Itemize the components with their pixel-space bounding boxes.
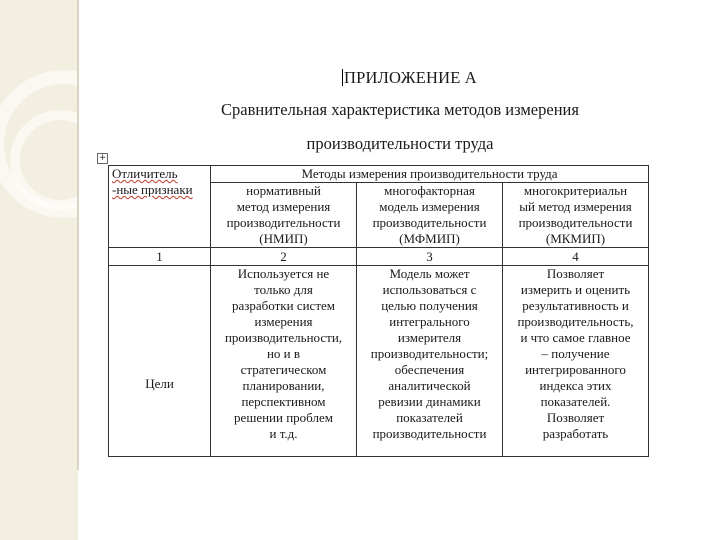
document-page (80, 0, 720, 470)
header-method-mkmip: многокритериальн ый метод измерения производительности (МКМИП) (503, 183, 649, 248)
document-title-line-1: Сравнительная характеристика методов измерения (221, 100, 579, 119)
comparison-table (108, 165, 649, 457)
header-method-mfmip: многофакторная модель измерения производительности (МФМИП) (357, 183, 503, 248)
text-cursor (342, 69, 343, 86)
appendix-heading (342, 68, 477, 88)
slide-bottom-left-panel (0, 470, 78, 540)
column-number: 2 (211, 248, 357, 266)
slide-decoration-panel (0, 0, 78, 540)
header-distinguishing-features (109, 166, 211, 248)
goals-cell-nmip: Используется не только для разработки систем измерения производительности, но и в стратегическом планировании, перспективном решении проблем и т.д. (211, 266, 357, 457)
table-row-goals (109, 266, 649, 457)
panel-divider (77, 0, 79, 470)
row-label-goals (109, 266, 211, 457)
header-methods-group: Методы измерения производительности труда (211, 166, 649, 183)
column-number: 4 (503, 248, 649, 266)
column-number: 1 (109, 248, 211, 266)
header-line: Отличитель (112, 166, 178, 181)
row-label-text: Цели (145, 376, 174, 391)
header-line: -ные признаки (112, 182, 193, 197)
appendix-heading-text: ПРИЛОЖЕНИЕ А (344, 68, 477, 87)
document-title-line-2: производительности труда (306, 134, 494, 153)
goals-cell-mkmip: Позволяет измерить и оценить результативность и производительность, и что самое главное – получение интегрированного индекса этих показателей. Позволяет разработать (503, 266, 649, 457)
header-method-nmip: нормативный метод измерения производительности (НМИП) (211, 183, 357, 248)
goals-cell-mfmip: Модель может использоваться с целью получения интегрального измерителя производительности; обеспечения аналитической ревизии динамики показателей производительности (357, 266, 503, 457)
column-number: 3 (357, 248, 503, 266)
table-number-row (109, 248, 649, 266)
table-header-row (109, 166, 649, 183)
table-move-handle-icon[interactable]: + (98, 153, 107, 163)
slide-bottom-area (0, 470, 720, 540)
